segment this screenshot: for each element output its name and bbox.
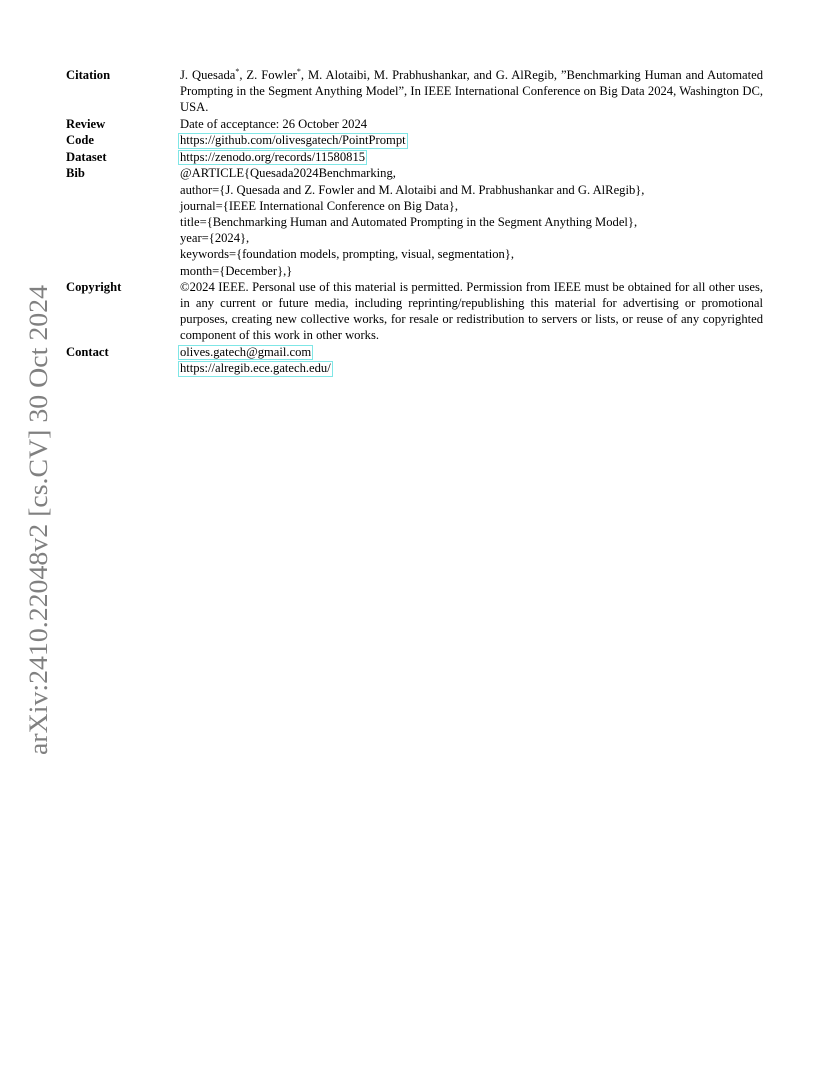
code-row <box>66 132 763 149</box>
code-label: Code <box>66 132 94 147</box>
equal-contribution-mark: * <box>296 66 301 76</box>
code-value <box>180 132 763 149</box>
review-label: Review <box>66 116 106 131</box>
arxiv-stamp-text: arXiv:2410.22048v2 [cs.CV] 30 Oct 2024 <box>24 315 53 755</box>
author-separator: , <box>553 68 561 82</box>
contact-label: Contact <box>66 344 109 359</box>
equal-contribution-mark: * <box>235 66 240 76</box>
code-repository-link[interactable]: https://github.com/olivesgatech/PointPrompt <box>180 132 406 147</box>
lab-website-link[interactable]: https://alregib.ece.gatech.edu/ <box>180 361 331 376</box>
bibtex-line: author={J. Quesada and Z. Fowler and M. Alotaibi and M. Prabhushankar and G. AlRegib}, <box>180 182 645 197</box>
copyright-label: Copyright <box>66 279 122 294</box>
review-value: Date of acceptance: 26 October 2024 <box>180 116 368 131</box>
author-name: Z. Fowler <box>246 68 297 82</box>
citation-value <box>180 67 763 116</box>
bibtex-line: year={2024}, <box>180 231 250 246</box>
author-name: G. AlRegib <box>495 68 554 82</box>
dataset-value <box>180 149 763 166</box>
contact-email-link[interactable]: olives.gatech@gmail.com <box>180 344 312 359</box>
dataset-label: Dataset <box>66 149 107 164</box>
paper-metadata-table <box>66 67 763 377</box>
citation-reference-text: ”Benchmarking Human and Automated Prompting in the Segment Anything Model”, In IEEE International Conference on Big Data 2024, Washington DC, USA. <box>180 68 763 115</box>
author-name: M. Prabhushankar <box>373 68 467 82</box>
dataset-row <box>66 149 763 166</box>
arxiv-stamp-svg <box>16 285 58 760</box>
bibtex-line: month={December},} <box>180 263 293 278</box>
contact-value <box>180 344 763 378</box>
author-separator: , <box>239 68 247 82</box>
arxiv-identifier-stamp <box>16 285 58 760</box>
citation-row <box>66 67 763 116</box>
bib-row <box>66 165 763 278</box>
author-separator: , and <box>466 68 496 82</box>
bibtex-line: journal={IEEE International Conference on Big Data}, <box>180 198 458 213</box>
bibtex-entry <box>180 165 763 278</box>
dataset-link[interactable]: https://zenodo.org/records/11580815 <box>180 149 366 164</box>
contact-row <box>66 344 763 378</box>
review-row <box>66 116 763 132</box>
copyright-notice: ©2024 IEEE. Personal use of this material is permitted. Permission from IEEE must be obtained for all other uses, in any current or future media, including reprinting/republishing this material for advertising or promotional purposes, creating new collective works, for resale or redistribution to servers or lists, or reuse of any copyrighted component of this work in other works. <box>180 279 763 343</box>
bibtex-line: @ARTICLE{Quesada2024Benchmarking, <box>180 166 396 181</box>
bibtex-line: keywords={foundation models, prompting, visual, segmentation}, <box>180 247 514 262</box>
copyright-row <box>66 279 763 344</box>
author-name: J. Quesada <box>180 68 236 82</box>
citation-label: Citation <box>66 68 111 82</box>
author-separator: , <box>300 68 308 82</box>
bib-label: Bib <box>66 166 85 181</box>
author-separator: , <box>366 68 374 82</box>
bibtex-line: title={Benchmarking Human and Automated Prompting in the Segment Anything Model}, <box>180 215 638 230</box>
author-name: M. Alotaibi <box>307 68 367 82</box>
